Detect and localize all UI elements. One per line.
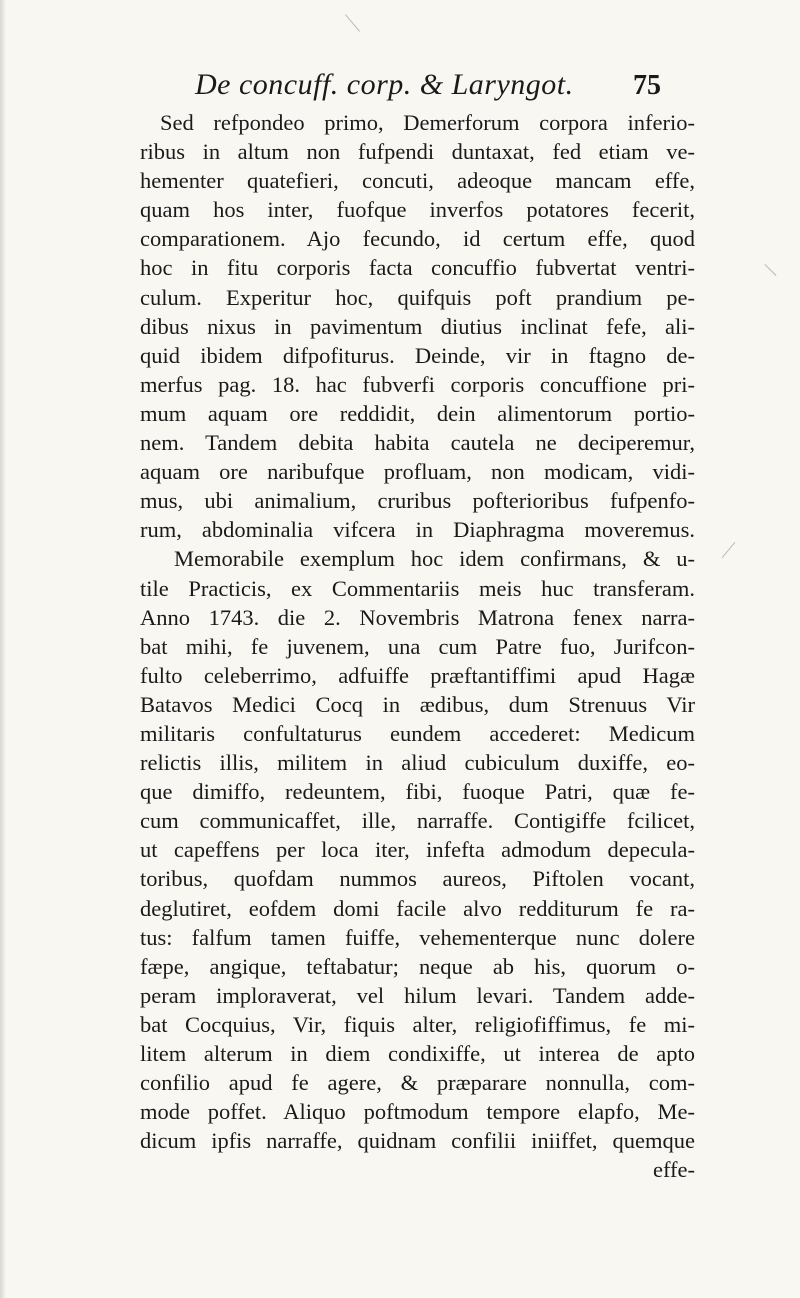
text-line: tus: falfum tamen fuiffe, vehementerque nunc dolere — [140, 924, 695, 950]
text-line: merfus pag. 18. hac fubverfi corporis concuffione pri- — [140, 371, 695, 397]
text-line: aquam ore naribufque profluam, non modicam, vidi- — [140, 459, 695, 485]
text-line: ribus in altum non fufpendi duntaxat, fed etiam ve- — [140, 139, 695, 165]
text-line: Memorabile exemplum hoc idem confirmans, & u- — [174, 546, 695, 572]
text-line: culum. Experitur hoc, quifquis poft prandium pe- — [140, 284, 695, 310]
text-line: bat Cocquius, Vir, fiquis alter, religiofiffimus, fe mi- — [140, 1011, 695, 1037]
text-line: relictis illis, militem in aliud cubiculum duxiffe, eo- — [140, 750, 695, 776]
stray-mark — [722, 542, 736, 558]
text-line: bat mihi, fe juvenem, una cum Patre fuo, Jurifcon- — [140, 633, 695, 659]
text-line: dicum ipfis narraffe, quidnam confilii iniiffet, quemque — [140, 1128, 695, 1154]
text-line: Anno 1743. die 2. Novembris Matrona fenex narra- — [140, 604, 695, 630]
text-line: rum, abdominalia vifcera in Diaphragma moveremus. — [140, 517, 695, 543]
text-line: militaris confultaturus eundem accederet: Medicum — [140, 720, 695, 746]
text-line: confilio apud fe agere, & præparare nonnulla, com- — [140, 1070, 695, 1096]
text-line: comparationem. Ajo fecundo, id certum effe, quod — [140, 226, 695, 252]
stray-mark — [345, 14, 360, 31]
text-line: dibus nixus in pavimentum diutius inclinat fefe, ali- — [140, 313, 695, 339]
text-line: nem. Tandem debita habita cautela ne deciperemur, — [140, 430, 695, 456]
text-line: quam hos inter, fuofque inverfos potatores fecerit, — [140, 197, 695, 223]
text-line: deglutiret, eofdem domi facile alvo redditurum fe ra- — [140, 895, 695, 921]
stray-mark — [764, 264, 776, 276]
page-header — [0, 68, 800, 112]
text-line: toribus, quofdam nummos aureos, Piftolen vocant, — [140, 866, 695, 892]
text-line: effe- — [652, 1157, 695, 1183]
text-line: cum communicaffet, ille, narraffe. Contigiffe fcilicet, — [140, 808, 695, 834]
text-line: peram imploraverat, vel hilum levari. Tandem adde- — [140, 982, 695, 1008]
text-line: quid ibidem difpofiturus. Deinde, vir in ftagno de- — [140, 342, 695, 368]
text-line: mum aquam ore reddidit, dein alimentorum portio- — [140, 400, 695, 426]
text-line: tile Practicis, ex Commentariis meis huc transferam. — [140, 575, 695, 601]
text-line: que dimiffo, redeuntem, fibi, fuoque Patri, quæ fe- — [140, 779, 695, 805]
text-line: hoc in fitu corporis facta concuffio fubvertat ventri- — [140, 255, 695, 281]
body-text — [140, 108, 695, 1184]
text-line: fæpe, angique, teftabatur; neque ab his, quorum o- — [140, 953, 695, 979]
text-line: mode poffet. Aliquo poftmodum tempore elapfo, Me- — [140, 1099, 695, 1125]
text-line: Sed refpondeo primo, Demerforum corpora inferio- — [160, 110, 695, 135]
text-line: fulto celeberrimo, adfuiffe præftantiffimi apud Hagæ — [140, 662, 695, 688]
text-line: ut capeffens per loca iter, infefta admodum depecula- — [140, 837, 695, 863]
page-number: 75 — [633, 70, 661, 101]
text-line: litem alterum in diem condixiffe, ut interea de apto — [140, 1041, 695, 1066]
text-line: Batavos Medici Cocq in ædibus, dum Strenuus Vir — [140, 691, 695, 717]
text-line: hementer quatefieri, concuti, adeoque mancam effe, — [140, 168, 695, 194]
scan-edge-shadow — [0, 0, 6, 1298]
running-head: De concuff. corp. & Laryngot. — [195, 68, 574, 101]
text-line: mus, ubi animalium, cruribus pofterioribus fufpenfo- — [140, 488, 695, 514]
